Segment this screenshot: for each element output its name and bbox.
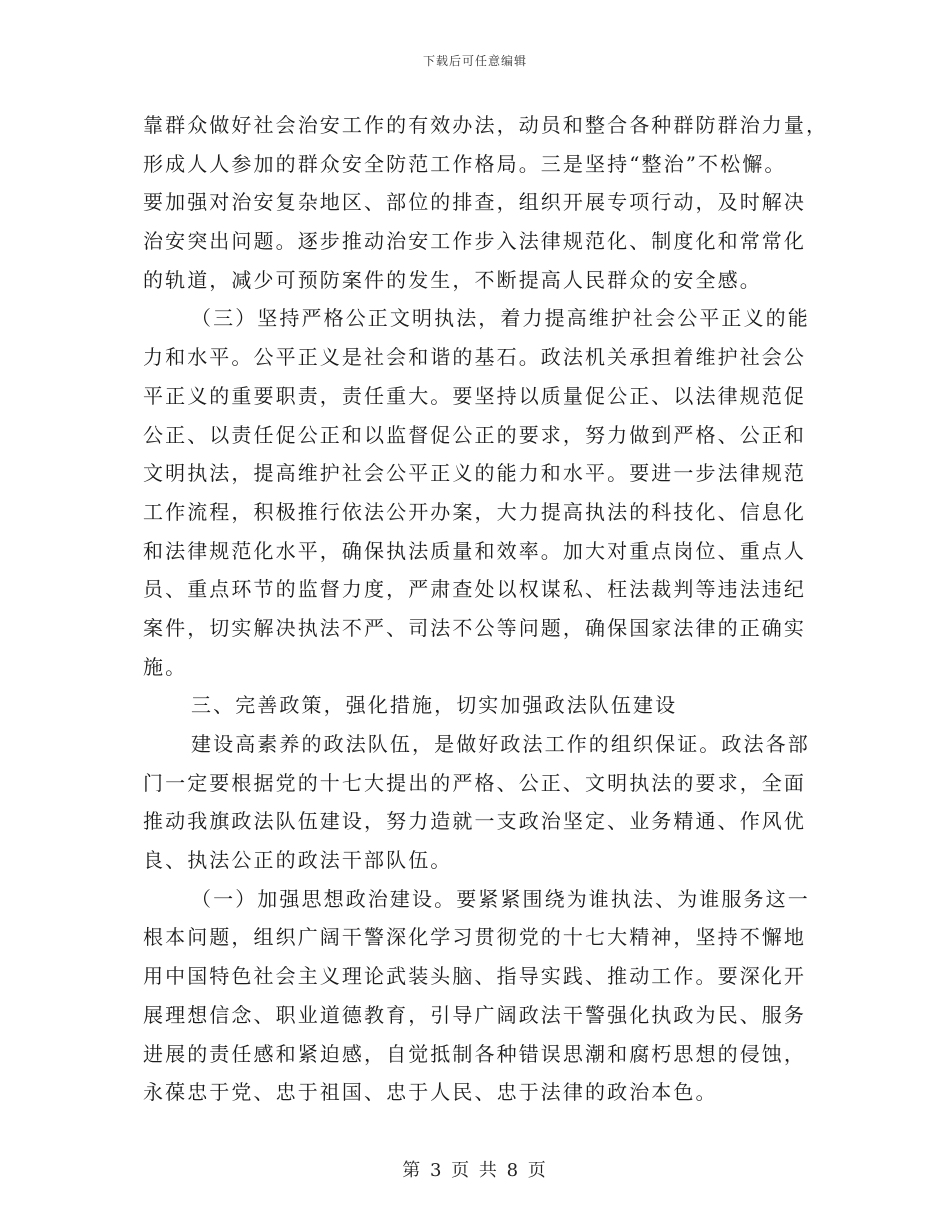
page-number-footer: 第 3 页 共 8 页 (402, 1160, 548, 1181)
body-line: 案件，切实解决执法不严、司法不公等问题，确保国家法律的正确实 (143, 615, 806, 640)
section-heading: 三、完善政策，强化措施，切实加强政法队伍建设 (191, 693, 678, 718)
body-line: 靠群众做好社会治安工作的有效办法，动员和整合各种群防群治力量， (143, 113, 829, 137)
body-line: 的轨道，减少可预防案件的发生，不断提高人民群众的安全感。 (143, 267, 762, 292)
body-line: 推动我旗政法队伍建设，努力造就一支政治坚定、业务精通、作风优 (143, 809, 806, 834)
body-line: 工作流程，积极推行依法公开办案，大力提高执法的科技化、信息化 (143, 499, 806, 524)
body-line: 进展的责任感和紧迫感，自觉抵制各种错误思潮和腐朽思想的侵蚀， (143, 1041, 806, 1066)
body-line: 根本问题，组织广阔干警深化学习贯彻党的十七大精神，坚持不懈地 (143, 925, 806, 950)
body-line: 用中国特色社会主义理论武装头脑、指导实践、推动工作。要深化开 (143, 964, 806, 989)
body-line: 要加强对治安复杂地区、部位的排查，组织开展专项行动，及时解决 (143, 190, 806, 215)
page-header-note: 下载后可任意编辑 (422, 54, 527, 68)
body-line: 良、执法公正的政法干部队伍。 (143, 848, 453, 873)
body-line: 和法律规范化水平，确保执法质量和效率。加大对重点岗位、重点人 (143, 538, 806, 563)
body-line: 形成人人参加的群众安全防范工作格局。三是坚持“整治”不松懈。 (143, 151, 787, 176)
paragraph-start-line: 建设高素养的政法队伍，是做好政法工作的组织保证。政法各部 (191, 732, 810, 756)
body-line: 力和水平。公平正义是社会和谐的基石。政法机关承担着维护社会公 (143, 345, 806, 370)
body-line: 文明执法，提高维护社会公平正义的能力和水平。要进一步法律规范 (143, 461, 806, 486)
body-line: 永葆忠于党、忠于祖国、忠于人民、忠于法律的政治本色。 (143, 1080, 718, 1105)
body-line: 治安突出问题。逐步推动治安工作步入法律规范化、制度化和常常化 (143, 229, 806, 254)
body-line: 员、重点环节的监督力度，严肃查处以权谋私、枉法裁判等违法违纪 (143, 577, 806, 602)
paragraph-start-line: （一）加强思想政治建设。要紧紧围绕为谁执法、为谁服务这一 (191, 886, 810, 911)
paragraph-start-line: （三）坚持严格公正文明执法，着力提高维护社会公平正义的能 (191, 306, 810, 331)
body-line: 公正、以责任促公正和以监督促公正的要求，努力做到严格、公正和 (143, 422, 806, 447)
document-body (143, 106, 829, 1112)
body-line: 展理想信念、职业道德教育，引导广阔政法干警强化执政为民、服务 (143, 1002, 806, 1027)
body-line: 平正义的重要职责，责任重大。要坚持以质量促公正、以法律规范促 (143, 383, 806, 408)
body-line: 门一定要根据党的十七大提出的严格、公正、文明执法的要求，全面 (143, 770, 806, 795)
body-line: 施。 (143, 654, 188, 679)
